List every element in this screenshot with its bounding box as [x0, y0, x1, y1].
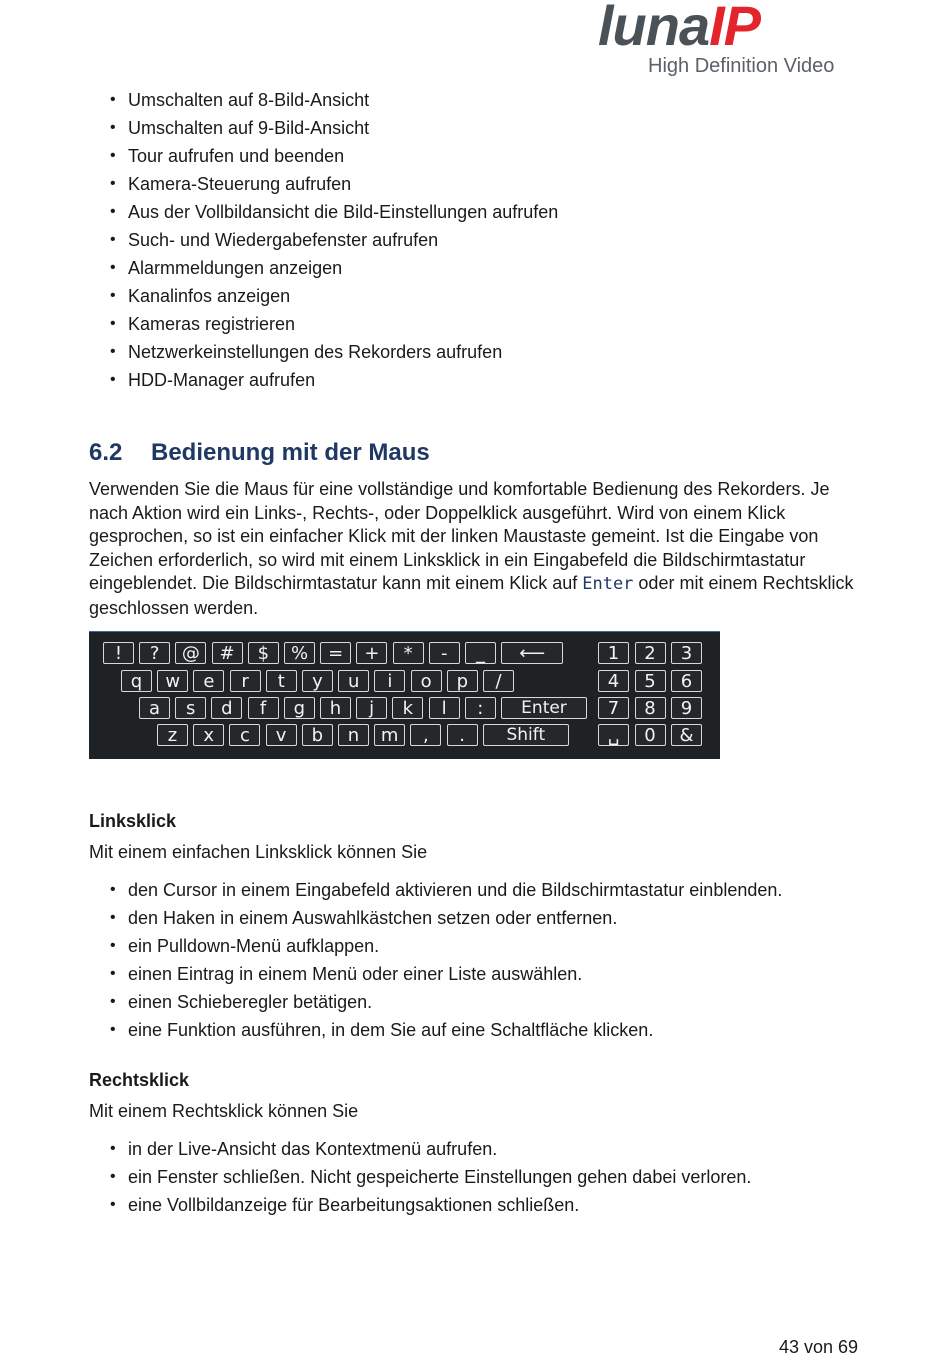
keyboard-key: n [338, 724, 369, 746]
list-item: • Umschalten auf 8-Bild-Ansicht [108, 86, 558, 114]
keyboard-key: ⟵ [501, 642, 563, 664]
numpad-key: & [671, 724, 702, 746]
keyboard-key: k [392, 697, 423, 719]
page-number: 43 von 69 [779, 1337, 859, 1357]
keyboard-key: Enter [501, 697, 587, 719]
keyboard-key: . [447, 724, 478, 746]
list-item: • Kameras registrieren [108, 310, 558, 338]
numpad-key: 2 [635, 642, 666, 664]
left-click-list [108, 876, 782, 1044]
list-item: • Kanalinfos anzeigen [108, 282, 558, 310]
list-item: • Aus der Vollbildansicht die Bild-Einstellungen aufrufen [108, 198, 558, 226]
numpad-key: 3 [671, 642, 702, 664]
list-item: • einen Schieberegler betätigen. [108, 988, 782, 1016]
keyboard-key: x [193, 724, 224, 746]
keyboard-key: / [483, 670, 514, 692]
keyboard-key: ! [103, 642, 134, 664]
enter-code: Enter [582, 574, 634, 594]
logo-wordmark: lunaIP [598, 0, 761, 57]
keyboard-key: q [121, 670, 152, 692]
numpad-key: 9 [671, 697, 702, 719]
keyboard-key: i [374, 670, 405, 692]
keyboard-key: $ [248, 642, 279, 664]
list-item: • Netzwerkeinstellungen des Rekorders aufrufen [108, 338, 558, 366]
keyboard-key: @ [175, 642, 206, 664]
section-number: 6.2 [89, 439, 123, 466]
keyboard-key: h [320, 697, 351, 719]
section-title: Bedienung mit der Maus [151, 439, 430, 466]
numpad-key: ␣ [598, 724, 629, 746]
keyboard-key: u [338, 670, 369, 692]
keyboard-key: ? [139, 642, 170, 664]
keyboard-key: , [410, 724, 441, 746]
keyboard-key: _ [465, 642, 496, 664]
logo-tagline: High Definition Video [648, 55, 835, 77]
keyboard-key: w [157, 670, 188, 692]
keyboard-key: = [320, 642, 351, 664]
keyboard-key: : [465, 697, 496, 719]
keyboard-key: * [393, 642, 424, 664]
list-item: • einen Eintrag in einem Menü oder einer Liste auswählen. [108, 960, 782, 988]
keyboard-key: v [266, 724, 297, 746]
keyboard-key: p [447, 670, 478, 692]
numpad-key: 8 [635, 697, 666, 719]
keyboard-key: y [302, 670, 333, 692]
lunaip-logo [598, 2, 864, 78]
list-item: • ein Fenster schließen. Nicht gespeicherte Einstellungen gehen dabei verloren. [108, 1163, 751, 1191]
list-item: • den Haken in einem Auswahlkästchen setzen oder entfernen. [108, 904, 782, 932]
keyboard-key: l [429, 697, 460, 719]
list-item: • Such- und Wiedergabefenster aufrufen [108, 226, 558, 254]
list-item: • eine Funktion ausführen, in dem Sie auf eine Schaltfläche klicken. [108, 1016, 782, 1044]
keyboard-key: d [211, 697, 242, 719]
numpad-key: 4 [598, 670, 629, 692]
keyboard-key: b [302, 724, 333, 746]
list-item: • Tour aufrufen und beenden [108, 142, 558, 170]
list-item: • Kamera-Steuerung aufrufen [108, 170, 558, 198]
numpad-key: 5 [635, 670, 666, 692]
list-item: • den Cursor in einem Eingabefeld aktivieren und die Bildschirmtastatur einblenden. [108, 876, 782, 904]
list-item: • eine Vollbildanzeige für Bearbeitungsaktionen schließen. [108, 1191, 751, 1219]
keyboard-key: e [193, 670, 224, 692]
keyboard-key: + [356, 642, 387, 664]
keyboard-key: % [284, 642, 315, 664]
list-item: • HDD-Manager aufrufen [108, 366, 558, 394]
numpad-key: 0 [635, 724, 666, 746]
section-heading [89, 437, 430, 469]
right-click-intro: Mit einem Rechtsklick können Sie [89, 1101, 359, 1121]
list-item: • in der Live-Ansicht das Kontextmenü aufrufen. [108, 1135, 751, 1163]
intro-paragraph: Verwenden Sie die Maus für eine vollständige und komfortable Bedienung des Rekorders. Je nach Aktion wird ein Links-, Rechts-, oder Doppelklick ausgeführt. Wird von einem Klick gesprochen, so ist ein einfacher Klick mit der linken Maustaste gemeint. Ist die Eingabe von Zeichen erforderlich, so wird mit einem Linksklick in ein Eingabefeld die Bildschirmtastatur eingeblendet. Die Bildschirmtastatur kann mit einem Klick auf Enter oder mit einem Rechtsklick geschlossen werden. [89, 479, 854, 618]
keyboard-key: t [266, 670, 297, 692]
right-click-heading: Rechtsklick [89, 1070, 190, 1090]
keyboard-key: - [429, 642, 460, 664]
list-item: • ein Pulldown-Menü aufklappen. [108, 932, 782, 960]
list-item: • Umschalten auf 9-Bild-Ansicht [108, 114, 558, 142]
keyboard-key: m [374, 724, 405, 746]
keyboard-key: s [175, 697, 206, 719]
keyboard-key: g [284, 697, 315, 719]
numpad-key: 1 [598, 642, 629, 664]
keyboard-key: o [411, 670, 442, 692]
onscreen-keyboard-image [89, 631, 720, 759]
left-click-intro: Mit einem einfachen Linksklick können Sie [89, 842, 428, 862]
keyboard-key: f [248, 697, 279, 719]
list-item: • Alarmmeldungen anzeigen [108, 254, 558, 282]
keyboard-key: # [212, 642, 243, 664]
keyboard-key: c [229, 724, 260, 746]
numpad-key: 6 [671, 670, 702, 692]
right-click-list [108, 1135, 751, 1219]
keyboard-key: Shift [483, 724, 569, 746]
top-bullet-list [108, 86, 558, 394]
keyboard-key: z [157, 724, 188, 746]
keyboard-key: r [230, 670, 261, 692]
keyboard-key: a [139, 697, 170, 719]
numpad-key: 7 [598, 697, 629, 719]
keyboard-key: j [356, 697, 387, 719]
left-click-heading: Linksklick [89, 811, 177, 831]
